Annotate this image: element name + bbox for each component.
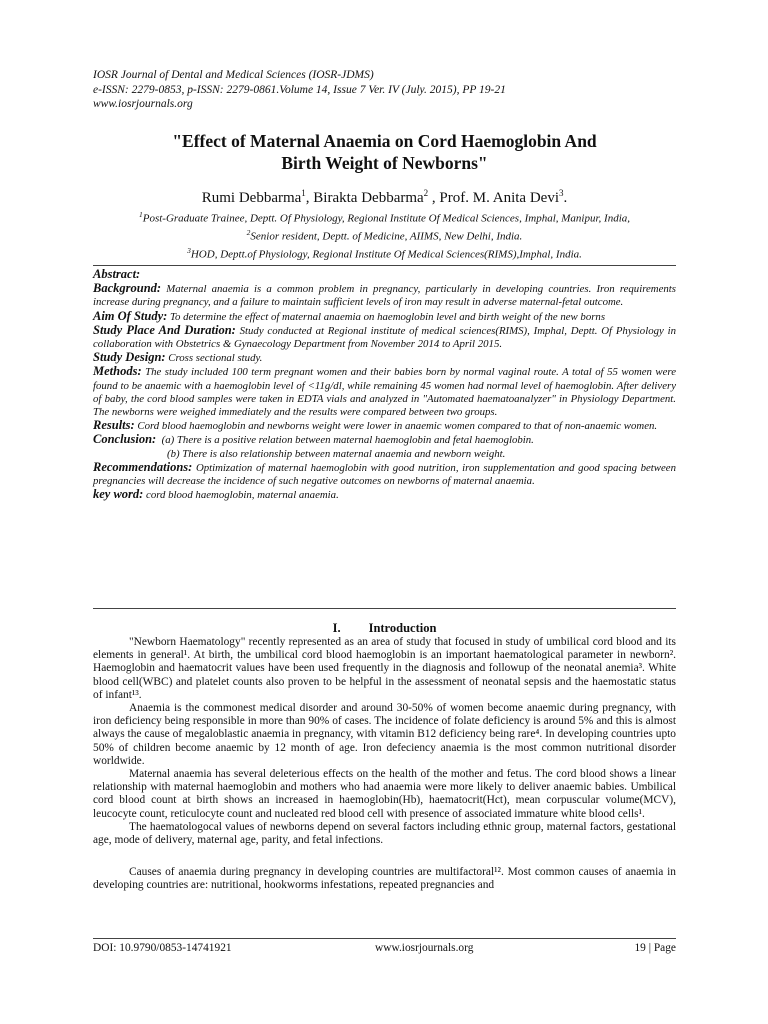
affiliation-mark: 1 [138, 210, 143, 219]
affiliations [93, 208, 676, 262]
body-text [93, 636, 676, 893]
affiliation-mark: 3 [187, 246, 191, 256]
title-line-1: "Effect of Maternal Anaemia on Cord Haemoglobin And [172, 131, 597, 151]
author-affil-mark: 1 [301, 188, 306, 198]
paragraph: The haematologocal values of newborns depend on several factors including ethnic group, maternal factors, gestational age, mode of delivery, maternal age, parity, and fetal infections. [93, 820, 676, 847]
author-affil-mark: 3 [559, 188, 564, 198]
paragraph: Anaemia is the commonest medical disorder and around 30-50% of women become anaemic during pregnancy, with iron deficiency being responsible in more than 90% of cases. The incidence of folate deficiency is around 5% and this is almost always the cause of megaloblastic anaemia in pregnancy, with vitamin B12 deficiency being rare⁴. In developing countries upto 50% of children become anaemic by 12 month of age. Iron defeciency anaemia is the most common nutritional disorder worldwide. [93, 702, 676, 767]
journal-url[interactable]: www.iosrjournals.org [93, 98, 193, 110]
keyword-label: key word: [93, 487, 144, 502]
affiliation-text: Post-Graduate Trainee, Deptt. Of Physiology, Regional Institute Of Medical Sciences, Imphal, Manipur, India, [142, 212, 631, 225]
author-name: Rumi Debbarma [201, 190, 302, 206]
conclusion-label: Conclusion: [93, 432, 157, 447]
author-affil-mark: 2 [423, 188, 429, 198]
section-number: I. [332, 621, 341, 635]
abstract-heading: Abstract: [93, 267, 141, 281]
paragraph: Maternal anaemia has several deleterious effects on the health of the mother and fetus. The cord blood shows a linear relationship with maternal haemoglobin and mothers who had anaemia were more likely to deliver anaemic babies. Umbilical cord blood count at birth shows an increased in haemoglobin(Hb), haematocrit(Hct), mean corpuscular volume(MCV), leucocyte count, reticulocyte count and nucleated red blood cell with presence of associated immature white blood cells¹. [93, 768, 676, 820]
design-label: Study Design: [93, 350, 166, 365]
journal-issn: e-ISSN: 2279-0853, p-ISSN: 2279-0861.Volume 14, Issue 7 Ver. IV (July. 2015), PP 19-21 [93, 83, 506, 96]
section-heading [93, 621, 676, 636]
author-list [93, 184, 676, 207]
author-name: Birakta Debbarma [313, 190, 424, 206]
paper-title [93, 130, 676, 174]
affiliation-text: HOD, Deptt.of Physiology, Regional Institute Of Medical Sciences(RIMS),Imphal, India. [190, 248, 582, 261]
keyword-text: cord blood haemoglobin, maternal anaemia. [146, 489, 339, 502]
results-text: Cord blood haemoglobin and newborns weight were lower in anaemic women compared to that of non-anaemic women. [137, 420, 658, 433]
affiliation-line [93, 244, 676, 262]
conclusion-b: (b) There is also relationship between maternal anaemia and newborn weight. [167, 447, 506, 460]
results-label: Results: [93, 418, 135, 433]
affiliation-text: Senior resident, Deptt. of Medicine, AIIMS, New Delhi, India. [250, 230, 523, 243]
journal-name: IOSR Journal of Dental and Medical Sciences (IOSR-JDMS) [93, 69, 374, 81]
design-text: Cross sectional study. [168, 352, 263, 365]
place-text: Study conducted at Regional institute of medical sciences(RIMS), Imphal, Deptt. Of Physiology in collaboration with Obstetrics & Gynaecology Department from November 2014 to April 2015. [93, 324, 677, 351]
section-title: Introduction [368, 621, 437, 635]
aim-label: Aim Of Study: [93, 308, 168, 323]
author-name: Prof. M. Anita Devi [439, 190, 559, 206]
author-separator: , [428, 190, 440, 206]
author-separator: . [563, 190, 568, 206]
methods-text: The study included 100 term pregnant women and their babies born by normal vaginal route. A total of 55 women were found to be anaemic with a haemoglobin level of <11g/dl, while remaining 45 women had normal level of haemoglobin. After delivery of baby, the cord blood samples were taken in EDTA vials and analyzed in "Automated haematoanalyzer" in Physiology Department. The newborns were weighed immediately and the results were compared between two groups. [93, 366, 676, 419]
footer-doi: DOI: 10.9790/0853-14741921 [93, 942, 232, 954]
author-separator: , [305, 190, 314, 206]
background-label: Background: [93, 281, 162, 296]
footer-url[interactable]: www.iosrjournals.org [375, 942, 474, 954]
methods-label: Methods: [93, 364, 142, 379]
affiliation-line [93, 208, 676, 226]
aim-text: To determine the effect of maternal anaemia on haemoglobin level and birth weight of the new borns [170, 310, 606, 323]
place-label: Study Place And Duration: [93, 322, 236, 337]
background-text: Maternal anaemia is a common problem in pregnancy, particularly in developing countries. Iron requirements increase during pregnancy, and a failure to maintain sufficient levels of iron may result in adverse maternal-fetal outcome. [93, 283, 676, 309]
affiliation-line [93, 226, 676, 244]
paragraph: "Newborn Haematology" recently represented as an area of study that focused in study of umbilical cord blood and its elements in general¹. At birth, the umbilical cord blood haemoglobin is an important haematological parameter in newborn². Haemoglobin and haematocrit values have been used frequently in the diagnosis and followup of the neonatal anemia³. White blood cell(WBC) and platelet counts also proven to be helpful in the assessment of neonatal sepsis and the haemostatic status of infant¹³. [93, 636, 676, 701]
footer-page-number: 19 | Page [634, 942, 676, 954]
recommendations-label: Recommendations: [93, 459, 193, 474]
affiliation-mark: 2 [246, 228, 251, 238]
abstract-top-rule [93, 265, 676, 266]
footer-rule [93, 938, 676, 939]
journal-header [93, 68, 693, 112]
recommendations-text: Optimization of maternal haemoglobin with good nutrition, iron supplementation and good spacing between pregnancies will decrease the incidence of such negative outcomes on newborns of maternal anaemia. [93, 461, 676, 488]
conclusion-a: (a) There is a positive relation between maternal haemoglobin and fetal haemoglobin. [161, 434, 534, 447]
paragraph: Causes of anaemia during pregnancy in developing countries are multifactoral¹². Most common causes of anaemia in developing countries are: nutritional, hookworms infestations, repeated pregnancies and [93, 866, 676, 892]
abstract [93, 268, 676, 502]
title-line-2: Birth Weight of Newborns" [281, 153, 488, 173]
abstract-bottom-rule [93, 608, 676, 609]
